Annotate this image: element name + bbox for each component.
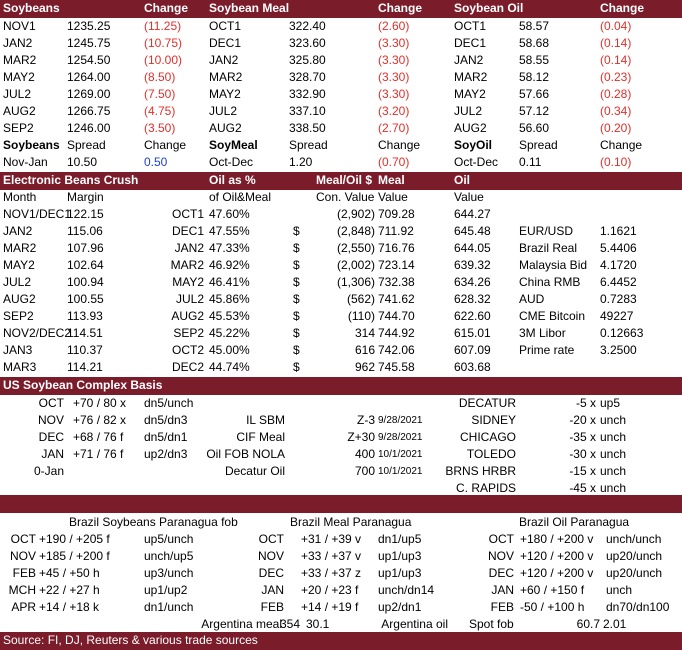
oil-header: Oil <box>454 173 471 187</box>
oil-price: 57.66 <box>519 87 550 101</box>
brazil-meal-change: up2/dn1 <box>378 600 422 614</box>
dollar-sign: $ <box>293 343 300 357</box>
spread-value: 10.50 <box>67 155 98 169</box>
oil-month: OCT1 <box>454 19 487 33</box>
basis-change: dn5/unch <box>144 396 194 410</box>
con-value: (2,848) <box>336 224 375 238</box>
fx-value: 3.2500 <box>600 343 637 357</box>
fx-name: CME Bitcoin <box>519 309 586 323</box>
oil-value: 622.60 <box>454 309 491 323</box>
crush-margin: 102.64 <box>67 258 104 272</box>
oil-share: 45.53% <box>209 309 250 323</box>
brazil-meal-value: +33 / +37 z <box>301 566 362 580</box>
crush-margin: 113.93 <box>67 309 103 323</box>
basis-location-change: unch <box>600 430 627 444</box>
crush-margin: 114.21 <box>67 360 103 374</box>
brazil-meal-month: NOV <box>257 549 284 563</box>
change-header: Change <box>378 1 423 15</box>
footer-bar <box>0 632 682 650</box>
basis-month: DEC <box>38 430 64 444</box>
oil-month: MAY2 <box>454 87 486 101</box>
oil-share: 45.86% <box>209 292 250 306</box>
spread-label: Change <box>600 138 643 152</box>
oil-change: (0.20) <box>600 121 632 135</box>
brazil-oil-change: dn70/dn100 <box>606 600 670 614</box>
soybean-month: AUG2 <box>3 104 36 118</box>
oil-month: SEP2 <box>173 326 204 340</box>
brazil-meal-month: DEC <box>258 566 284 580</box>
oil-pct-header: Oil as % <box>209 173 256 187</box>
basis-location: BRNS HRBR <box>445 464 516 478</box>
basis-product: CIF Meal <box>236 430 285 444</box>
futures-header-bar <box>0 0 682 18</box>
argentina-meal-value: 354 <box>279 617 300 631</box>
dollar-sign: $ <box>293 326 300 340</box>
crush-month: NOV2/DEC2 <box>3 326 72 340</box>
brazil-soy-change: up3/unch <box>144 566 194 580</box>
oil-month: AUG2 <box>171 309 204 323</box>
oil-value: 634.26 <box>454 275 491 289</box>
oil-month: JUL2 <box>175 292 204 306</box>
brazil-oil-value: +60 / +150 f <box>520 583 585 597</box>
soybeans-header: Soybeans <box>3 1 60 15</box>
meal-price: 328.70 <box>289 70 326 84</box>
oil-price: 58.57 <box>519 19 550 33</box>
fx-value: 6.4452 <box>600 275 637 289</box>
oil-value: 645.48 <box>454 224 491 238</box>
meal-value: 741.62 <box>378 292 415 306</box>
brazil-meal-title: Brazil Meal Paranagua <box>290 515 412 529</box>
meal-month: MAR2 <box>209 70 243 84</box>
spot-fob-change: 2.01 <box>603 617 627 631</box>
fx-value: 0.12663 <box>600 326 644 340</box>
brazil-soy-month: OCT <box>10 532 36 546</box>
brazil-soy-title: Brazil Soybeans Paranagua fob <box>69 515 238 529</box>
crush-header-bar <box>0 172 682 190</box>
meal-value: 716.76 <box>378 241 415 255</box>
soybean-price: 1266.75 <box>67 104 111 118</box>
oil-share: 46.92% <box>209 258 250 272</box>
basis-month: 0-Jan <box>33 464 64 478</box>
meal-value: 709.28 <box>378 207 415 221</box>
spot-fob-label: Spot fob <box>469 617 514 631</box>
meal-month: AUG2 <box>209 121 242 135</box>
oil-change: (0.23) <box>600 70 632 84</box>
brazil-oil-title: Brazil Oil Paranagua <box>519 515 630 529</box>
oil-month: JUL2 <box>454 104 483 118</box>
brazil-meal-change: unch/dn14 <box>378 583 435 597</box>
fx-name: EUR/USD <box>519 224 574 238</box>
spread-label: SoyMeal <box>209 138 258 152</box>
fx-value: 4.1720 <box>600 258 637 272</box>
basis-change: up2/dn3 <box>144 447 188 461</box>
brazil-meal-change: up1/up3 <box>378 566 422 580</box>
con-value: (2,002) <box>336 258 375 272</box>
fx-name: 3M Libor <box>519 326 566 340</box>
basis-date: 10/1/2021 <box>378 466 423 477</box>
brazil-soy-value: +22 / +27 h <box>39 583 100 597</box>
meal-price: 332.90 <box>289 87 326 101</box>
oil-change: (0.14) <box>600 36 632 50</box>
con-value: (1,306) <box>336 275 375 289</box>
crush-month: NOV1/DEC1 <box>3 207 72 221</box>
oil-month: OCT1 <box>171 207 204 221</box>
crush-month: MAY2 <box>3 258 35 272</box>
basis-location-change: unch <box>600 481 627 495</box>
fx-value: 49227 <box>600 309 634 323</box>
basis-month: NOV <box>37 413 64 427</box>
brazil-meal-month: JAN <box>261 583 284 597</box>
basis-product-value: Z-3 <box>357 413 375 427</box>
basis-value: +76 / 82 x <box>73 413 127 427</box>
basis-header-bar <box>0 377 682 395</box>
brazil-oil-month: FEB <box>490 600 514 614</box>
meal-value: 745.58 <box>378 360 415 374</box>
meal-change: (3.30) <box>378 70 410 84</box>
oil-share: 46.41% <box>209 275 250 289</box>
spread-change: (0.70) <box>378 155 410 169</box>
basis-month: JAN <box>41 447 64 461</box>
soybean-price: 1254.50 <box>67 53 111 67</box>
spot-fob-value: 60.7 <box>576 617 600 631</box>
soybean-change: (8.50) <box>144 70 176 84</box>
meal-price: 337.10 <box>289 104 326 118</box>
basis-change: dn5/dn3 <box>144 413 188 427</box>
spread-label: Change <box>144 138 187 152</box>
oil-share: 47.33% <box>209 241 250 255</box>
argentina-meal-change: 30.1 <box>306 617 330 631</box>
basis-location-value: -30 x <box>569 447 596 461</box>
basis-location: SIDNEY <box>471 413 516 427</box>
soybean-price: 1269.00 <box>67 87 111 101</box>
oil-value: 639.32 <box>454 258 491 272</box>
brazil-soy-month: FEB <box>12 566 36 580</box>
basis-value: +68 / 76 f <box>73 430 124 444</box>
crush-sub-label: Margin <box>67 190 104 204</box>
basis-location-change: unch <box>600 447 627 461</box>
crush-month: AUG2 <box>3 292 36 306</box>
crush-title: Electronic Beans Crush <box>3 173 139 187</box>
fx-name: China RMB <box>519 275 581 289</box>
oil-month: DEC1 <box>454 36 487 50</box>
basis-date: 9/28/2021 <box>378 432 423 443</box>
basis-product: IL SBM <box>246 413 285 427</box>
basis-product-value: 400 <box>354 447 375 461</box>
oil-value: 615.01 <box>454 326 491 340</box>
dollar-sign: $ <box>293 292 300 306</box>
dollar-sign: $ <box>293 241 300 255</box>
crush-sub-label: of Oil&Meal <box>209 190 272 204</box>
basis-product-value: Z+30 <box>347 430 375 444</box>
brazil-meal-value: +31 / +39 v <box>301 532 362 546</box>
fx-name: Brazil Real <box>519 241 578 255</box>
brazil-oil-value: +120 / +200 v <box>520 549 594 563</box>
con-value: (2,550) <box>336 241 375 255</box>
meal-price: 323.60 <box>289 36 326 50</box>
oil-value: 603.68 <box>454 360 491 374</box>
meal-price: 325.80 <box>289 53 326 67</box>
con-value: (110) <box>347 309 375 323</box>
oil-month: JAN2 <box>454 53 484 67</box>
spread-label: Spread <box>67 138 106 152</box>
basis-date: 10/1/2021 <box>378 449 423 460</box>
oil-month: MAR2 <box>454 70 488 84</box>
brazil-soy-change: up5/unch <box>144 532 194 546</box>
crush-month: MAR3 <box>3 360 37 374</box>
spread-change: 0.50 <box>144 155 168 169</box>
oil-change: (0.14) <box>600 53 632 67</box>
oil-month: OCT2 <box>171 343 204 357</box>
brazil-meal-month: FEB <box>260 600 284 614</box>
oil-share: 47.55% <box>209 224 250 238</box>
con-value: (562) <box>346 292 375 306</box>
crush-margin: 100.55 <box>67 292 104 306</box>
oil-value: 644.27 <box>454 207 491 221</box>
soybean-price: 1235.25 <box>67 19 111 33</box>
source-note: Source: FI, DJ, Reuters & various trade sources <box>3 633 258 647</box>
meal-price: 338.50 <box>289 121 326 135</box>
oil-month: JAN2 <box>174 241 204 255</box>
spread-value: 0.11 <box>519 155 542 169</box>
meal-month: MAY2 <box>209 87 241 101</box>
meal-month: OCT1 <box>209 19 242 33</box>
meal-price: 322.40 <box>289 19 326 33</box>
spread-value: 1.20 <box>289 155 313 169</box>
crush-month: SEP2 <box>3 309 34 323</box>
oil-share: 45.22% <box>209 326 250 340</box>
argentina-oil-label: Argentina oil <box>381 617 448 631</box>
brazil-soy-change: dn1/unch <box>144 600 194 614</box>
meal-month: JUL2 <box>209 104 238 118</box>
basis-month: OCT <box>38 396 64 410</box>
brazil-meal-change: up1/up3 <box>378 549 422 563</box>
oil-price: 57.12 <box>519 104 550 118</box>
crush-month: JAN3 <box>3 343 33 357</box>
basis-location-change: up5 <box>600 396 621 410</box>
meal-change: (3.30) <box>378 53 410 67</box>
oil-price: 58.12 <box>519 70 550 84</box>
basis-location-change: unch <box>600 413 627 427</box>
soybean-meal-header: Soybean Meal <box>209 1 290 15</box>
crush-sub-label: Value <box>378 190 408 204</box>
soybean-month: NOV1 <box>3 19 36 33</box>
oil-value: 607.09 <box>454 343 491 357</box>
meal-value: 711.92 <box>378 224 414 238</box>
brazil-oil-change: unch/unch <box>606 532 662 546</box>
crush-month: MAR2 <box>3 241 37 255</box>
basis-location-value: -20 x <box>569 413 596 427</box>
brazil-soy-month: MCH <box>8 583 36 597</box>
oil-price: 56.60 <box>519 121 550 135</box>
brazil-meal-value: +20 / +23 f <box>301 583 359 597</box>
basis-location-value: -35 x <box>569 430 596 444</box>
brazil-oil-month: JAN <box>491 583 514 597</box>
basis-value: +70 / 80 x <box>73 396 127 410</box>
basis-product: Oil FOB NOLA <box>206 447 285 461</box>
spread-label: SoyOil <box>454 138 493 152</box>
brazil-oil-change: up20/unch <box>606 549 663 563</box>
meal-header: Meal <box>378 173 405 187</box>
meal-change: (3.20) <box>378 104 410 118</box>
crush-margin: 122.15 <box>67 207 104 221</box>
meal-month: JAN2 <box>209 53 239 67</box>
basis-location: CHICAGO <box>459 430 516 444</box>
con-value: 314 <box>354 326 375 340</box>
oil-month: AUG2 <box>454 121 487 135</box>
fx-value: 5.4406 <box>600 241 637 255</box>
soybean-month: SEP2 <box>3 121 34 135</box>
oil-month: DEC2 <box>171 360 204 374</box>
fx-name: AUD <box>519 292 545 306</box>
brazil-soy-value: +185 / +200 f <box>39 549 110 563</box>
soybean-month: JUL2 <box>3 87 32 101</box>
basis-location: TOLEDO <box>466 447 516 461</box>
brazil-oil-change: up20/unch <box>606 566 663 580</box>
spread-change: (0.10) <box>600 155 632 169</box>
brazil-oil-month: DEC <box>488 566 514 580</box>
meal-value: 744.92 <box>378 326 415 340</box>
meal-value: 744.70 <box>378 309 415 323</box>
meal-change: (2.70) <box>378 121 410 135</box>
crush-sub-label: Con. Value <box>316 190 375 204</box>
meal-value: 742.06 <box>378 343 415 357</box>
crush-sub-label: Value <box>454 190 484 204</box>
oil-price: 58.55 <box>519 53 550 67</box>
dollar-sign: $ <box>293 258 300 272</box>
soybean-change: (3.50) <box>144 121 176 135</box>
crush-month: JUL2 <box>3 275 32 289</box>
soybean-change: (7.50) <box>144 87 176 101</box>
crush-sub-label: Month <box>3 190 37 204</box>
brazil-soy-value: +190 / +205 f <box>39 532 110 546</box>
basis-title: US Soybean Complex Basis <box>3 378 163 392</box>
meal-month: DEC1 <box>209 36 242 50</box>
basis-product: Decatur Oil <box>224 464 285 478</box>
brazil-meal-value: +33 / +37 v <box>301 549 362 563</box>
brazil-soy-change: up1/up2 <box>144 583 188 597</box>
soybean-price: 1264.00 <box>67 70 111 84</box>
basis-location: DECATUR <box>458 396 516 410</box>
soybean-price: 1245.75 <box>67 36 111 50</box>
brazil-soy-month: NOV <box>9 549 36 563</box>
oil-month: DEC1 <box>171 224 204 238</box>
con-value: 962 <box>354 360 375 374</box>
brazil-oil-change: unch <box>606 583 633 597</box>
oil-price: 58.68 <box>519 36 550 50</box>
basis-location-value: -15 x <box>569 464 596 478</box>
soybean-month: JAN2 <box>3 36 33 50</box>
brazil-oil-value: +120 / +200 v <box>520 566 594 580</box>
spread-label: Spread <box>289 138 328 152</box>
oil-change: (0.34) <box>600 104 632 118</box>
basis-date: 9/28/2021 <box>378 415 423 426</box>
spread-month: Nov-Jan <box>3 155 48 169</box>
meal-value: 723.14 <box>378 258 415 272</box>
soybean-change: (11.25) <box>144 19 182 33</box>
soybean-price: 1246.00 <box>67 121 111 135</box>
dollar-sign: $ <box>293 275 300 289</box>
fx-value: 1.1621 <box>600 224 637 238</box>
con-value: (2,902) <box>336 207 375 221</box>
change-header: Change <box>144 1 189 15</box>
meal-value: 732.38 <box>378 275 415 289</box>
fx-name: Malaysia Bid <box>519 258 588 272</box>
soybean-change: (10.00) <box>144 53 183 67</box>
oil-month: MAR2 <box>170 258 204 272</box>
brazil-soy-value: +45 / +50 h <box>39 566 100 580</box>
crush-margin: 114.51 <box>67 326 103 340</box>
oil-value: 628.32 <box>454 292 491 306</box>
basis-location: C. RAPIDS <box>455 481 516 495</box>
dollar-sign: $ <box>293 360 300 374</box>
meal-oil-header: Meal/Oil $ <box>316 173 373 187</box>
change-header: Change <box>600 1 645 15</box>
brazil-header-bar <box>0 495 682 513</box>
argentina-meal-label: Argentina meal <box>201 617 282 631</box>
oil-month: MAY2 <box>172 275 204 289</box>
fx-value: 0.7283 <box>600 292 637 306</box>
oil-change: (0.28) <box>600 87 632 101</box>
oil-share: 45.00% <box>209 343 250 357</box>
brazil-soy-value: +14 / +18 k <box>39 600 100 614</box>
basis-change: dn5/dn1 <box>144 430 188 444</box>
soybean-month: MAY2 <box>3 70 35 84</box>
meal-change: (3.30) <box>378 36 410 50</box>
soybean-change: (4.75) <box>144 104 176 118</box>
con-value: 616 <box>354 343 375 357</box>
brazil-meal-change: dn1/up5 <box>378 532 422 546</box>
meal-change: (2.60) <box>378 19 410 33</box>
brazil-meal-month: OCT <box>258 532 284 546</box>
spread-label: Soybeans <box>3 138 60 152</box>
basis-location-value: -5 x <box>575 396 596 410</box>
spread-label: Change <box>378 138 421 152</box>
basis-location-change: unch <box>600 464 627 478</box>
fx-name: Prime rate <box>519 343 575 357</box>
brazil-oil-month: NOV <box>487 549 514 563</box>
brazil-soy-month: APR <box>11 600 36 614</box>
spread-month: Oct-Dec <box>209 155 254 169</box>
dollar-sign: $ <box>293 224 300 238</box>
crush-month: JAN2 <box>3 224 33 238</box>
basis-value: +71 / 76 f <box>73 447 124 461</box>
crush-margin: 115.06 <box>67 224 103 238</box>
brazil-oil-value: -50 / +100 h <box>520 600 585 614</box>
spread-label: Spread <box>519 138 558 152</box>
soybean-oil-header: Soybean Oil <box>454 1 524 15</box>
soybean-month: MAR2 <box>3 53 37 67</box>
basis-location-value: -45 x <box>569 481 596 495</box>
oil-value: 644.05 <box>454 241 491 255</box>
brazil-meal-value: +14 / +19 f <box>301 600 359 614</box>
crush-margin: 100.94 <box>67 275 104 289</box>
soybean-change: (10.75) <box>144 36 183 50</box>
spread-month: Oct-Dec <box>454 155 499 169</box>
brazil-soy-change: unch/up5 <box>144 549 194 563</box>
oil-share: 44.74% <box>209 360 250 374</box>
dollar-sign: $ <box>293 309 300 323</box>
crush-margin: 107.96 <box>67 241 104 255</box>
brazil-oil-value: +180 / +200 v <box>520 532 594 546</box>
oil-share: 47.60% <box>209 207 250 221</box>
basis-product-value: 700 <box>354 464 375 478</box>
brazil-oil-month: OCT <box>488 532 514 546</box>
meal-change: (3.30) <box>378 87 410 101</box>
crush-margin: 110.37 <box>67 343 103 357</box>
oil-change: (0.04) <box>600 19 632 33</box>
